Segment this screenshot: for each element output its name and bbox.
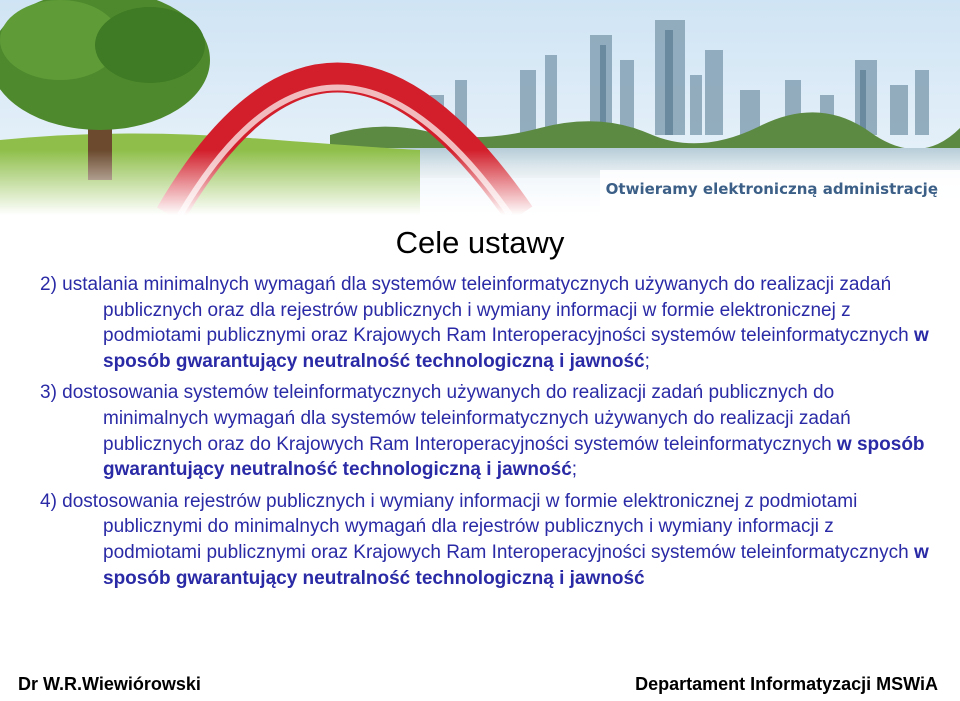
footer-department: Departament Informatyzacji MSWiA bbox=[635, 674, 938, 694]
item-emphasis: w sposób gwarantujący neutralność technologiczną i jawność bbox=[103, 433, 925, 481]
item-text: 2) ustalania minimalnych wymagań dla systemów teleinformatycznych używanych do realizacji zadań publicznych oraz dla rejestrów publicznych i wymiany informacji w formie elektronicznej z podmiotami publicznymi oraz Krajowych Ram Interoperacyjności systemów teleinformatycznych bbox=[40, 274, 914, 347]
slide-title: Cele ustawy bbox=[395, 225, 565, 260]
item-text: 4) dostosowania rejestrów publicznych i wymiany informacji w formie elektronicznej z podmiotami publicznymi do minimalnych wymagań dla rejestrów publicznych i wymiany informacji z podmiotami publicznymi oraz Krajowych Ram Interoperacyjności systemów teleinformatycznych bbox=[40, 490, 914, 563]
item-emphasis: w sposób gwarantujący neutralność technologiczną i jawność bbox=[103, 325, 929, 372]
list-item bbox=[40, 380, 930, 482]
header-banner bbox=[0, 0, 960, 215]
list-item bbox=[40, 489, 930, 591]
list-item bbox=[40, 272, 930, 374]
footer-author: Dr W.R.Wiewiórowski bbox=[18, 674, 201, 694]
item-tail: ; bbox=[571, 459, 578, 481]
item-emphasis: w sposób gwarantujący neutralność technologiczną i jawność bbox=[103, 541, 929, 589]
item-text: 3) dostosowania systemów teleinformatycznych używanych do realizacji zadań publicznych do minimalnych wymagań dla systemów teleinformatycznych używanych do realizacji zadań publicznych oraz do Krajowych Ram Interoperacyjności systemów teleinformatycznych bbox=[40, 382, 851, 455]
tagline: Otwieramy elektroniczną administrację bbox=[605, 180, 938, 198]
item-tail: ; bbox=[644, 350, 650, 372]
slide-content bbox=[40, 272, 930, 597]
